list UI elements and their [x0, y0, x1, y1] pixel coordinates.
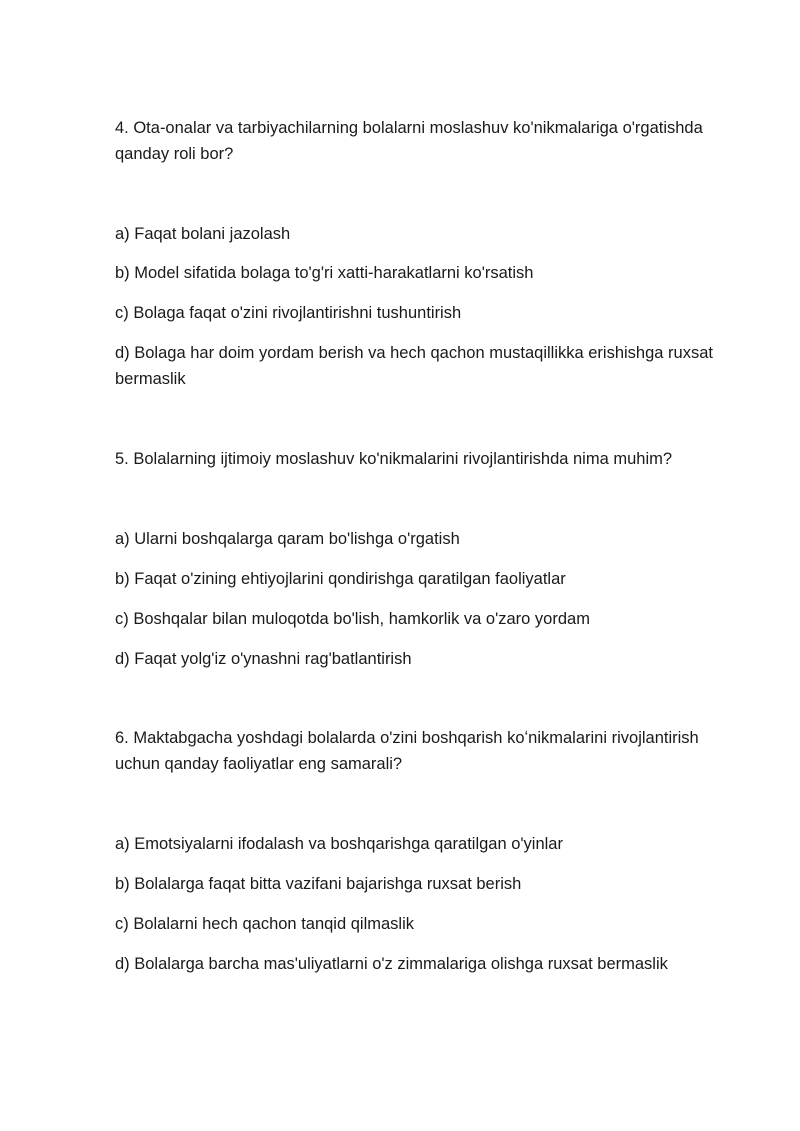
question-4-option-d-row [115, 340, 745, 392]
question-4-options [115, 221, 745, 247]
question-6-option-d-row [115, 951, 745, 977]
question-5-option-c-row [115, 606, 745, 632]
question-6-option-a-row [115, 831, 745, 857]
question-5-option-b-row [115, 566, 745, 592]
option-a: a) Faqat bolani jazolash [115, 225, 291, 243]
option-b: b) Bolalarga faqat bitta vazifani bajarishga ruxsat berish [115, 875, 522, 893]
question-4-option-c-row [115, 300, 745, 326]
question-text: 4. Ota-onalar va tarbiyachilarning bolalarni moslashuv ko'nikmalariga o'rgatishda qanday roli bor? [115, 119, 703, 163]
option-c: c) Bolalarni hech qachon tanqid qilmaslik [115, 915, 414, 933]
option-a: a) Emotsiyalarni ifodalash va boshqarishga qaratilgan o'yinlar [115, 835, 563, 853]
question-text: 6. Maktabgacha yoshdagi bolalarda o'zini boshqarish koʻnikmalarini rivojlantirish uchun qanday faoliyatlar eng samarali? [115, 729, 699, 773]
option-a: a) Ularni boshqalarga qaram bo'lishga o'rgatish [115, 530, 460, 548]
option-b: b) Faqat o'zining ehtiyojlarini qondirishga qaratilgan faoliyatlar [115, 570, 566, 588]
question-6 [115, 725, 745, 777]
option-d: d) Bolaga har doim yordam berish va hech qachon mustaqillikka erishishga ruxsat bermaslik [115, 344, 713, 388]
option-c: c) Boshqalar bilan muloqotda bo'lish, hamkorlik va o'zaro yordam [115, 610, 590, 628]
option-b: b) Model sifatida bolaga to'g'ri xatti-harakatlarni ko'rsatish [115, 264, 534, 282]
question-5-option-d-row [115, 646, 745, 672]
question-text: 5. Bolalarning ijtimoiy moslashuv ko'nikmalarini rivojlantirishda nima muhim? [115, 450, 673, 468]
question-4-option-b-row [115, 260, 745, 286]
question-6-option-c-row [115, 911, 745, 937]
option-d: d) Faqat yolg'iz o'ynashni rag'batlantirish [115, 650, 412, 668]
question-4 [115, 115, 745, 167]
question-5-option-a-row [115, 526, 745, 552]
question-6-option-b-row [115, 871, 745, 897]
option-d: d) Bolalarga barcha mas'uliyatlarni o'z zimmalariga olishga ruxsat bermaslik [115, 955, 668, 973]
question-5 [115, 446, 745, 472]
option-c: c) Bolaga faqat o'zini rivojlantirishni tushuntirish [115, 304, 462, 322]
